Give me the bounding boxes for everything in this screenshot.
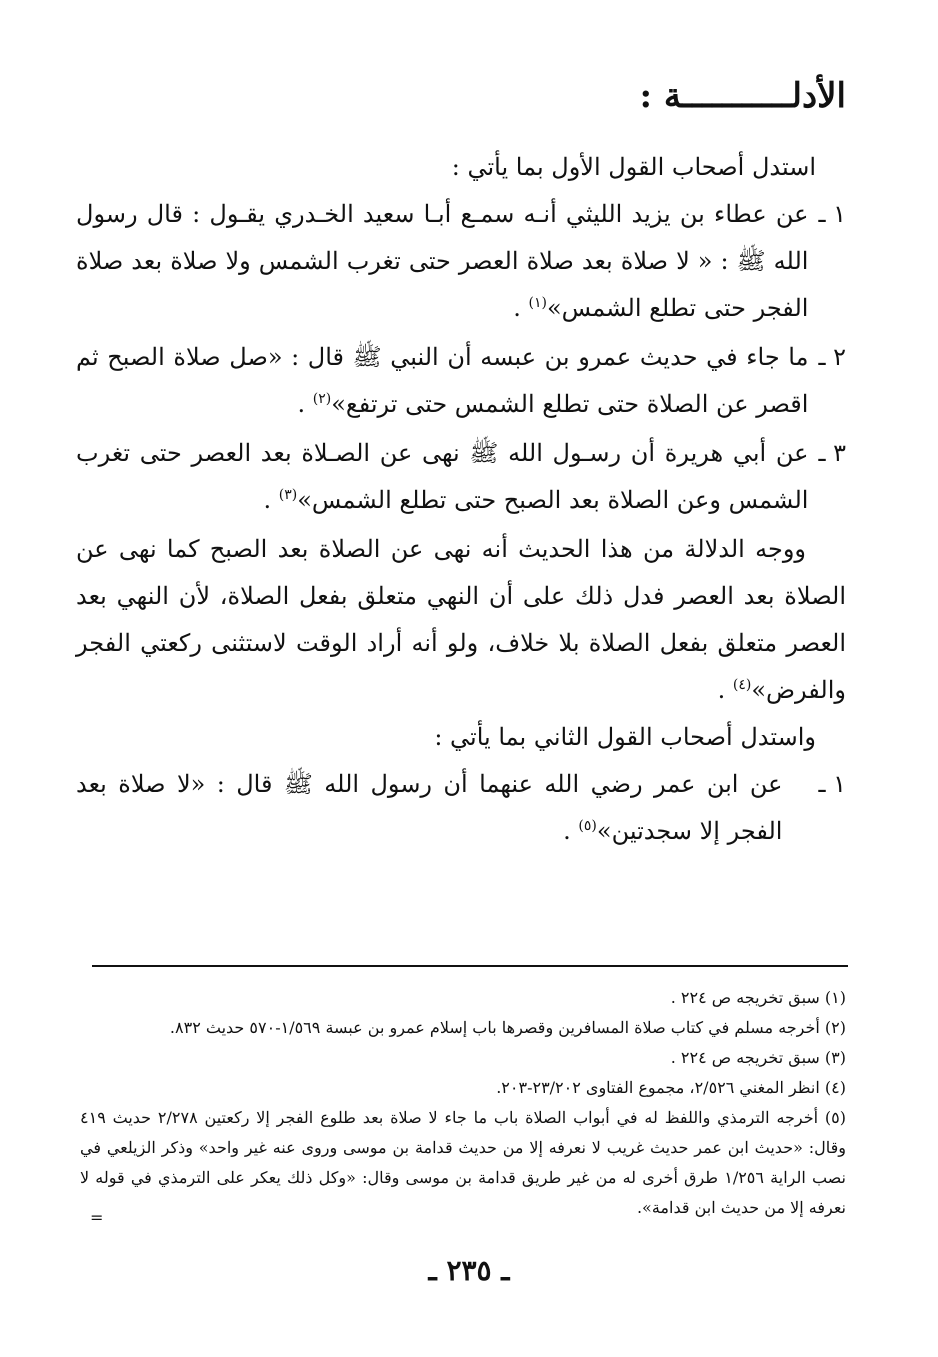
main-text [76, 144, 846, 855]
footnote: (٣) سبق تخريجه ص ٢٢٤ . [670, 1048, 846, 1067]
footnote: (١) سبق تخريجه ص ٢٢٤ . [670, 988, 846, 1007]
intro-first: استدل أصحاب القول الأول بما يأتي : [451, 153, 816, 181]
section-heading: الأدلـــــــــــة : [639, 76, 846, 116]
footnote-ref: (٢) [312, 391, 332, 407]
footnote-ref: (٥) [578, 818, 597, 834]
item-number: ١ ـ [818, 200, 846, 228]
footnote: (٢) أخرجه مسلم في كتاب صلاة المسافرين وقصرها باب إسلام عمرو بن عبسة ١/٥٦٩-٥٧٠ حديث ٨٣٢. [169, 1018, 846, 1037]
footnote: (٤) انظر المغني ٢/٥٢٦، مجموع الفتاوى ٢٣/٢٠٢-٢٠٣. [496, 1078, 846, 1097]
item-number: ٢ ـ [818, 343, 846, 371]
footnote: (٥) أخرجه الترمذي واللفظ له في أبواب الصلاة باب ما جاء لا صلاة بعد طلوع الفجر إلا ركعتين ٢/٢٧٨ حديث ٤١٩ وقال: «حديث ابن عمر حديث غريب لا نعرفه إلا من حديث قدامة بن موسى وروى عنه غير واحد» وذكر الزيلعي في نصب الراية ١/٢٥٦ طرق أخرى له من غير طريق قدامة بن موسى وقال: «وكل ذلك يعكر على الترمذي في قوله لا نعرفه إلا من حديث ابن قدامة». [80, 1108, 847, 1217]
list-item [76, 334, 846, 428]
footnote-ref: (١) [528, 295, 547, 311]
item-text: عن ابن عمر رضي الله عنهما أن رسول الله ﷺ قال : «لا صلاة بعد الفجر إلا سجدتين»$^{(٥)}$ . [76, 770, 783, 845]
list-item [76, 191, 846, 332]
footnote-ref: (٤) [732, 677, 752, 693]
footnote-separator [92, 965, 848, 967]
reasoning-paragraph: ووجه الدلالة من هذا الحديث أنه نهى عن الصلاة بعد الصبح كما نهى عن الصلاة بعد العصر فدل ذلك على أن النهي متعلق بفعل الصلاة، لأن النهي بعد العصر متعلق بفعل الصلاة بلا خلاف، ولو أنه أراد الوقت لاستثنى ركعتي الفجر والفرض»$^{(٤)}$ . [76, 535, 846, 704]
footnotes [80, 983, 846, 1223]
first-list [76, 191, 846, 524]
page-number: ـ ٢٣٥ ـ [428, 1254, 510, 1287]
second-list [76, 761, 846, 855]
continuation-marker: = [90, 1208, 104, 1227]
footnote-ref: (٣) [278, 487, 298, 503]
item-number: ٣ ـ [818, 439, 846, 467]
item-number: ١ ـ [818, 770, 846, 798]
item-text: عن عطاء بن يزيد الليثي أنـه سمـع أبـا سعيد الخـدري يقـول : قال رسول الله ﷺ : « لا صلاة بعد صلاة العصر حتى تغرب الشمس ولا صلاة بعد صلاة الفجر حتى تطلع الشمس»$^{(١)}$ . [76, 200, 809, 322]
list-item [76, 430, 846, 524]
list-item [76, 761, 846, 855]
item-text: عن أبي هريرة أن رسـول الله ﷺ نهى عن الصـلاة بعد العصر حتى تغرب الشمس وعن الصلاة بعد الصبح حتى تطلع الشمس»$^{(٣)}$ . [76, 439, 809, 514]
item-text: ما جاء في حديث عمرو بن عبسه أن النبي ﷺ قال : «صل صلاة الصبح ثم اقصر عن الصلاة حتى تطلع الشمس حتى ترتفع»$^{(٢)}$ . [76, 343, 809, 418]
intro-second: واستدل أصحاب القول الثاني بما يأتي : [434, 723, 816, 751]
